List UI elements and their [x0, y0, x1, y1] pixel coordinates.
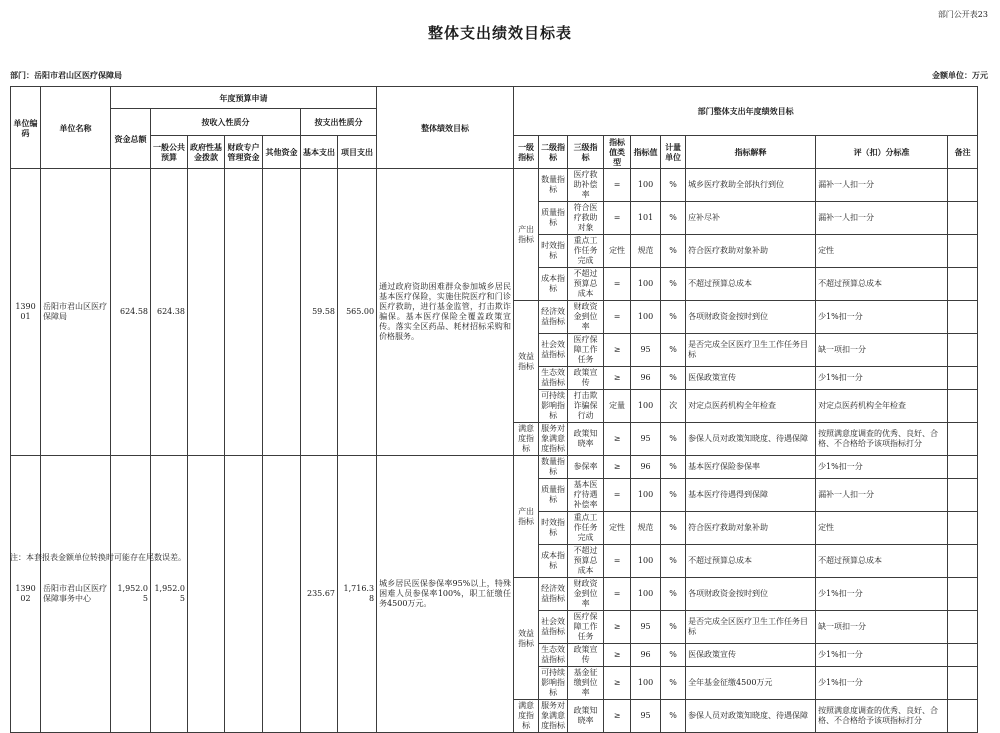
- measure-unit: %: [661, 202, 686, 235]
- measure-unit: %: [661, 667, 686, 700]
- performance-target-table: [10, 86, 978, 733]
- col-header-by-expenditure: 按支出性质分: [301, 109, 377, 136]
- total-funds: 624.58: [111, 169, 151, 456]
- unit-name: 岳阳市君山区医疗保障局: [41, 169, 111, 456]
- indicator-value-type: 定性: [604, 235, 631, 268]
- level1-indicator: 产出指标: [514, 169, 539, 301]
- project-expenditure: 565.00: [338, 169, 377, 456]
- indicator-value: 96: [631, 456, 661, 479]
- indicator-value-type: ≥: [604, 423, 631, 456]
- level3-indicator: 医疗保障工作任务: [568, 334, 604, 367]
- measure-unit: %: [661, 423, 686, 456]
- level2-indicator: 数量指标: [539, 456, 568, 479]
- indicator-explanation: 符合医疗救助对象补助: [686, 512, 816, 545]
- level3-indicator: 医疗保障工作任务: [568, 611, 604, 644]
- indicator-value-type: =: [604, 202, 631, 235]
- total-funds: 1,952.05: [111, 456, 151, 733]
- remark: [948, 479, 978, 512]
- indicator-explanation: 各项财政资金按时到位: [686, 578, 816, 611]
- remark: [948, 545, 978, 578]
- indicator-value-type: ≥: [604, 644, 631, 667]
- level2-indicator: 服务对象满意度指标: [539, 700, 568, 733]
- level3-indicator: 不超过预算总成本: [568, 545, 604, 578]
- level2-indicator: 质量指标: [539, 479, 568, 512]
- other-funds: [263, 456, 301, 733]
- scoring-standard: 按照满意度调查的优秀、良好、合格、不合格给予该项指标打分: [816, 700, 948, 733]
- scoring-standard: 定性: [816, 235, 948, 268]
- level3-indicator: 基本医疗待遇补偿率: [568, 479, 604, 512]
- level2-indicator: 质量指标: [539, 202, 568, 235]
- indicator-value: 规范: [631, 512, 661, 545]
- page-title: 整体支出绩效目标表: [427, 24, 572, 42]
- table-body: [11, 169, 978, 733]
- indicator-value: 100: [631, 479, 661, 512]
- indicator-explanation: 应补尽补: [686, 202, 816, 235]
- col-header-explanation: 指标解释: [686, 136, 816, 169]
- unit-name: 岳阳市君山区医疗保障事务中心: [41, 456, 111, 733]
- level2-indicator: 生态效益指标: [539, 644, 568, 667]
- remark: [948, 367, 978, 390]
- col-header-by-income: 按收入性质分: [151, 109, 301, 136]
- header-row-1: [11, 87, 978, 109]
- col-header-level2: 二级指标: [539, 136, 568, 169]
- scoring-standard: 少1%扣一分: [816, 578, 948, 611]
- indicator-explanation: 城乡医疗救助全部执行到位: [686, 169, 816, 202]
- indicator-value: 100: [631, 268, 661, 301]
- scoring-standard: 定性: [816, 512, 948, 545]
- scoring-standard: 对定点医药机构全年检查: [816, 390, 948, 423]
- scoring-standard: 缺一项扣一分: [816, 334, 948, 367]
- indicator-value-type: ≥: [604, 367, 631, 390]
- indicator-value: 101: [631, 202, 661, 235]
- level2-indicator: 时效指标: [539, 512, 568, 545]
- level3-indicator: 重点工作任务完成: [568, 235, 604, 268]
- remark: [948, 578, 978, 611]
- col-header-remark: 备注: [948, 136, 978, 169]
- meta-row: [10, 70, 988, 81]
- indicator-value-type: ≥: [604, 456, 631, 479]
- level2-indicator: 社会效益指标: [539, 334, 568, 367]
- measure-unit: %: [661, 456, 686, 479]
- level2-indicator: 经济效益指标: [539, 301, 568, 334]
- indicator-explanation: 是否完成全区医疗卫生工作任务目标: [686, 334, 816, 367]
- indicator-row: [11, 456, 978, 479]
- other-funds: [263, 169, 301, 456]
- indicator-value: 96: [631, 367, 661, 390]
- unit-code: 139002: [11, 456, 41, 733]
- indicator-value: 95: [631, 611, 661, 644]
- measure-unit: %: [661, 367, 686, 390]
- remark: [948, 644, 978, 667]
- measure-unit: %: [661, 611, 686, 644]
- scoring-standard: 少1%扣一分: [816, 367, 948, 390]
- indicator-value-type: ≥: [604, 334, 631, 367]
- footnote: 注：本套报表金额单位转换时可能存在尾数误差。: [10, 553, 186, 562]
- remark: [948, 456, 978, 479]
- level3-indicator: 重点工作任务完成: [568, 512, 604, 545]
- level2-indicator: 社会效益指标: [539, 611, 568, 644]
- col-header-other-funds: 其他资金: [263, 136, 301, 169]
- col-header-total-funds: 资金总额: [111, 109, 151, 169]
- level2-indicator: 经济效益指标: [539, 578, 568, 611]
- measure-unit: %: [661, 644, 686, 667]
- unit-code: 139001: [11, 169, 41, 456]
- level3-indicator: 参保率: [568, 456, 604, 479]
- indicator-row: [11, 169, 978, 202]
- col-header-scoring-standard: 评（扣）分标准: [816, 136, 948, 169]
- col-header-public-budget: 一般公共预算: [151, 136, 188, 169]
- measure-unit: %: [661, 301, 686, 334]
- level1-indicator: 产出指标: [514, 456, 539, 578]
- level3-indicator: 基金征缴到位率: [568, 667, 604, 700]
- col-header-basic-expenditure: 基本支出: [301, 136, 338, 169]
- scoring-standard: 少1%扣一分: [816, 456, 948, 479]
- indicator-value: 95: [631, 700, 661, 733]
- level1-indicator: 效益指标: [514, 301, 539, 423]
- level2-indicator: 服务对象满意度指标: [539, 423, 568, 456]
- indicator-value-type: 定量: [604, 390, 631, 423]
- level3-indicator: 政策宣传: [568, 367, 604, 390]
- indicator-value-type: =: [604, 578, 631, 611]
- col-header-gov-fund: 政府性基金拨款: [188, 136, 225, 169]
- indicator-value-type: ≥: [604, 700, 631, 733]
- indicator-explanation: 不超过预算总成本: [686, 545, 816, 578]
- gov-fund: [188, 169, 225, 456]
- level1-indicator: 满意度指标: [514, 423, 539, 456]
- measure-unit: %: [661, 334, 686, 367]
- measure-unit: %: [661, 235, 686, 268]
- scoring-standard: 少1%扣一分: [816, 644, 948, 667]
- indicator-explanation: 符合医疗救助对象补助: [686, 235, 816, 268]
- level3-indicator: 不超过预算总成本: [568, 268, 604, 301]
- public-budget: 624.38: [151, 169, 188, 456]
- indicator-explanation: 全年基金征缴4500万元: [686, 667, 816, 700]
- measure-unit: %: [661, 578, 686, 611]
- indicator-value: 100: [631, 578, 661, 611]
- scoring-standard: 不超过预算总成本: [816, 545, 948, 578]
- level1-indicator: 效益指标: [514, 578, 539, 700]
- remark: [948, 202, 978, 235]
- indicator-value: 100: [631, 301, 661, 334]
- measure-unit: %: [661, 700, 686, 733]
- indicator-value: 100: [631, 545, 661, 578]
- scoring-standard: 少1%扣一分: [816, 667, 948, 700]
- col-header-measure-unit: 计量单位: [661, 136, 686, 169]
- indicator-explanation: 参保人员对政策知晓度、待遇保障: [686, 700, 816, 733]
- remark: [948, 169, 978, 202]
- level3-indicator: 财政资金到位率: [568, 578, 604, 611]
- remark: [948, 390, 978, 423]
- indicator-value-type: ≥: [604, 667, 631, 700]
- level2-indicator: 成本指标: [539, 545, 568, 578]
- level2-indicator: 成本指标: [539, 268, 568, 301]
- scoring-standard: 少1%扣一分: [816, 301, 948, 334]
- indicator-explanation: 医保政策宣传: [686, 644, 816, 667]
- indicator-value-type: =: [604, 545, 631, 578]
- level3-indicator: 政策知晓率: [568, 423, 604, 456]
- col-header-level1: 一级指标: [514, 136, 539, 169]
- remark: [948, 423, 978, 456]
- level3-indicator: 政策知晓率: [568, 700, 604, 733]
- remark: [948, 334, 978, 367]
- measure-unit: %: [661, 268, 686, 301]
- indicator-explanation: 参保人员对政策知晓度、待遇保障: [686, 423, 816, 456]
- remark: [948, 268, 978, 301]
- scoring-standard: 不超过预算总成本: [816, 268, 948, 301]
- measure-unit: 次: [661, 390, 686, 423]
- indicator-value: 95: [631, 334, 661, 367]
- col-header-annual-budget: 年度预算申请: [111, 87, 377, 109]
- indicator-value-type: =: [604, 268, 631, 301]
- remark: [948, 512, 978, 545]
- col-header-unit-code: 单位编码: [11, 87, 41, 169]
- indicator-explanation: 基本医疗保险参保率: [686, 456, 816, 479]
- scoring-standard: 漏补一人扣一分: [816, 202, 948, 235]
- indicator-value-type: =: [604, 301, 631, 334]
- measure-unit: %: [661, 479, 686, 512]
- public-budget: 1,952.05: [151, 456, 188, 733]
- col-header-unit-name: 单位名称: [41, 87, 111, 169]
- remark: [948, 611, 978, 644]
- fiscal-account: [225, 169, 263, 456]
- indicator-explanation: 医保政策宣传: [686, 367, 816, 390]
- level2-indicator: 时效指标: [539, 235, 568, 268]
- level2-indicator: 生态效益指标: [539, 367, 568, 390]
- indicator-explanation: 对定点医药机构全年检查: [686, 390, 816, 423]
- scoring-standard: 漏补一人扣一分: [816, 169, 948, 202]
- gov-fund: [188, 456, 225, 733]
- indicator-value: 96: [631, 644, 661, 667]
- col-header-project-expenditure: 项目支出: [338, 136, 377, 169]
- overall-performance-target: 通过政府资助困难群众参加城乡居民基本医疗保险，实施住院医疗和门诊医疗救助，进行基金监管，打击欺诈骗保。基本医疗保险全覆盖政策宣传。落实全区药品、耗材招标采购和价格服务。: [377, 169, 514, 456]
- table-header: [11, 87, 978, 169]
- level3-indicator: 打击欺诈骗保行动: [568, 390, 604, 423]
- remark: [948, 700, 978, 733]
- level3-indicator: 政策宣传: [568, 644, 604, 667]
- col-header-dept-annual-target: 部门整体支出年度绩效目标: [514, 87, 978, 136]
- level3-indicator: 符合医疗救助对象: [568, 202, 604, 235]
- basic-expenditure: 235.67: [301, 456, 338, 733]
- col-header-value: 指标值: [631, 136, 661, 169]
- level2-indicator: 可持续影响指标: [539, 667, 568, 700]
- scoring-standard: 按照满意度调查的优秀、良好、合格、不合格给予该项指标打分: [816, 423, 948, 456]
- level2-indicator: 数量指标: [539, 169, 568, 202]
- overall-performance-target: 城乡居民医保参保率95%以上，特殊困难人员参保率100%，职工征缴任务4500万元。: [377, 456, 514, 733]
- indicator-explanation: 各项财政资金按时到位: [686, 301, 816, 334]
- indicator-value-type: ≥: [604, 611, 631, 644]
- basic-expenditure: 59.58: [301, 169, 338, 456]
- indicator-explanation: 基本医疗待遇得到保障: [686, 479, 816, 512]
- amount-unit-label: 金额单位：万元: [932, 70, 988, 80]
- remark: [948, 667, 978, 700]
- indicator-value-type: 定性: [604, 512, 631, 545]
- indicator-value: 100: [631, 667, 661, 700]
- measure-unit: %: [661, 169, 686, 202]
- level2-indicator: 可持续影响指标: [539, 390, 568, 423]
- measure-unit: %: [661, 545, 686, 578]
- level3-indicator: 财政资金到位率: [568, 301, 604, 334]
- col-header-value-type: 指标值类型: [604, 136, 631, 169]
- fiscal-account: [225, 456, 263, 733]
- indicator-explanation: 是否完成全区医疗卫生工作任务目标: [686, 611, 816, 644]
- col-header-fiscal-account: 财政专户管理资金: [225, 136, 263, 169]
- indicator-value: 100: [631, 390, 661, 423]
- indicator-explanation: 不超过预算总成本: [686, 268, 816, 301]
- level1-indicator: 满意度指标: [514, 700, 539, 733]
- indicator-value: 95: [631, 423, 661, 456]
- scoring-standard: 漏补一人扣一分: [816, 479, 948, 512]
- level3-indicator: 医疗救助补偿率: [568, 169, 604, 202]
- project-expenditure: 1,716.38: [338, 456, 377, 733]
- indicator-value-type: =: [604, 169, 631, 202]
- indicator-value: 规范: [631, 235, 661, 268]
- corner-table-number: 部门公开表23: [937, 10, 988, 19]
- remark: [948, 301, 978, 334]
- indicator-value: 100: [631, 169, 661, 202]
- col-header-overall-target: 整体绩效目标: [377, 87, 514, 169]
- measure-unit: %: [661, 512, 686, 545]
- indicator-value-type: =: [604, 479, 631, 512]
- scoring-standard: 缺一项扣一分: [816, 611, 948, 644]
- col-header-level3: 三级指标: [568, 136, 604, 169]
- department-label: 部门：岳阳市君山区医疗保障局: [10, 70, 122, 80]
- remark: [948, 235, 978, 268]
